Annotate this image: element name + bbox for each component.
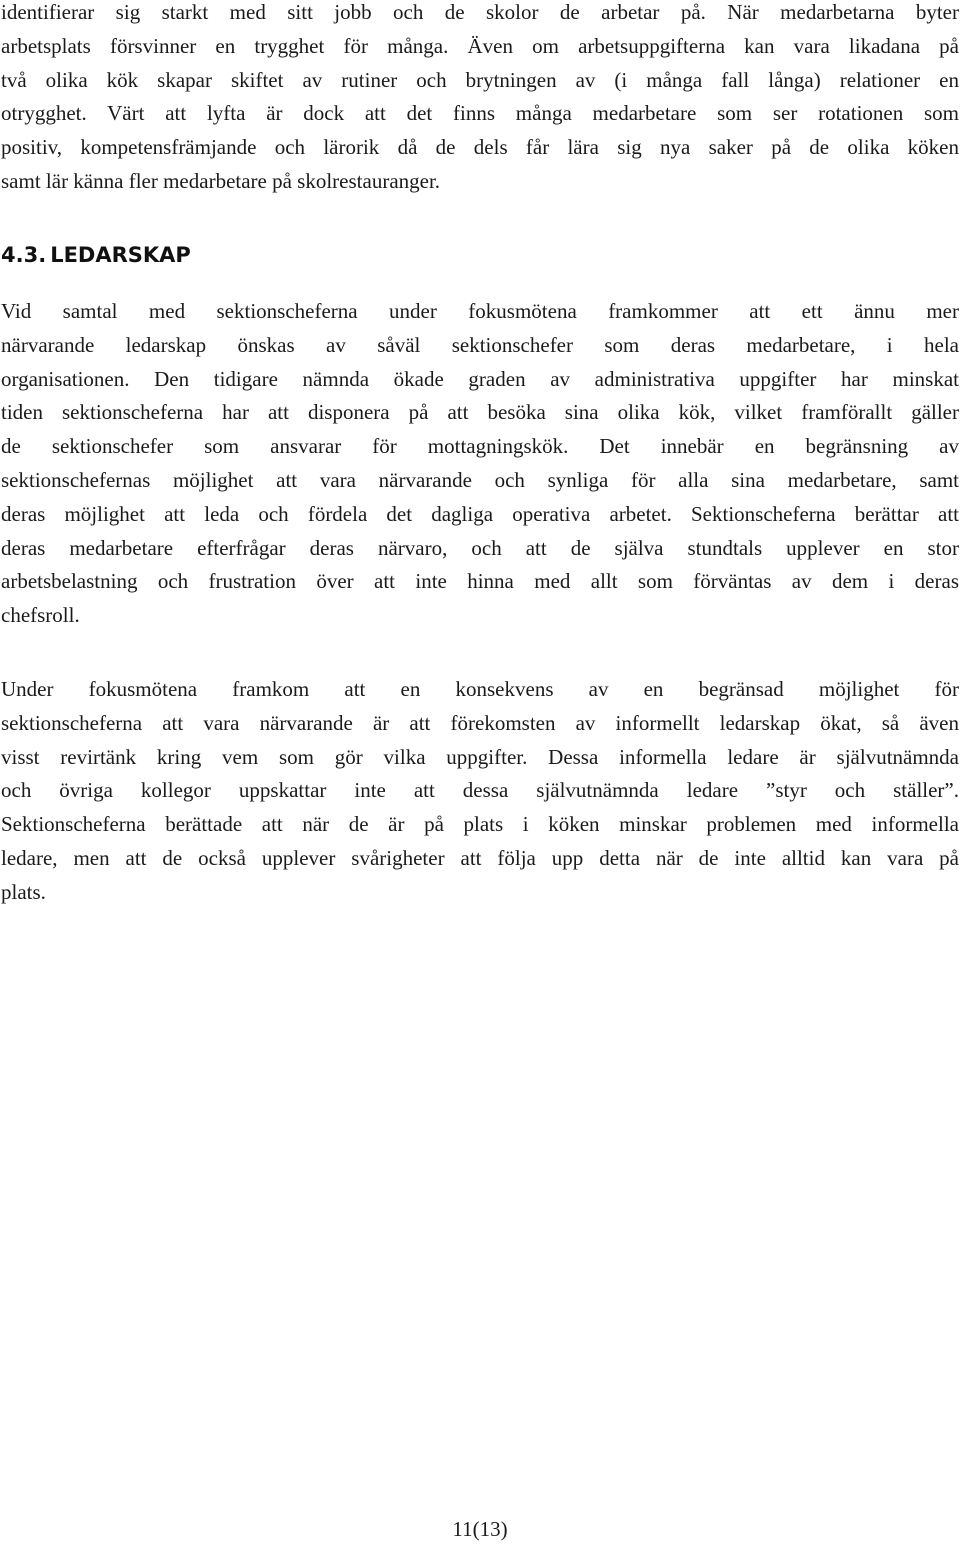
section-heading: [1, 239, 191, 271]
intro-paragraph: [1, 0, 959, 199]
paragraph-line: arbetsbelastning och frustration över att inte hinna med allt som förväntas av dem i deras: [1, 569, 959, 594]
paragraph-line: deras medarbetare efterfrågar deras närvaro, och att de själva stundtals upplever en stor: [1, 535, 959, 560]
paragraph-line: Vid samtal med sektionscheferna under fokusmötena framkommer att ett ännu mer: [1, 299, 959, 323]
paragraph-line: otrygghet. Värt att lyfta är dock att det finns många medarbetare som ser rotationen som: [1, 101, 959, 126]
paragraph-line: organisationen. Den tidigare nämnda ökade graden av administrativa uppgifter har minskat: [1, 366, 959, 391]
paragraph-line: Under fokusmötena framkom att en konsekvens av en begränsad möjlighet för: [1, 677, 959, 701]
section-number: 4.3.: [1, 243, 47, 267]
paragraph-line: positiv, kompetensfrämjande och lärorik då de dels får lära sig nya saker på de olika köken: [1, 135, 959, 160]
paragraph-line: sektionschefernas möjlighet att vara närvarande och synliga för alla sina medarbetare, samt: [1, 467, 959, 492]
leadership-paragraph-1: [1, 295, 959, 633]
section-title: LEDARSKAP: [50, 243, 191, 267]
paragraph-line: visst revirtänk kring vem som gör vilka uppgifter. Dessa informella ledare är självutnämnda: [1, 744, 959, 769]
paragraph-line: deras möjlighet att leda och fördela det dagliga operativa arbetet. Sektionscheferna berättar att: [1, 501, 959, 526]
page-number: 11(13): [452, 1517, 508, 1541]
paragraph-line: samt lär känna fler medarbetare på skolrestauranger.: [1, 168, 441, 193]
paragraph-line: arbetsplats försvinner en trygghet för många. Även om arbetsuppgifterna kan vara likadana på: [1, 33, 959, 58]
paragraph-line: och övriga kollegor uppskattar inte att dessa självutnämnda ledare ”styr och ställer”.: [1, 778, 959, 803]
paragraph-line: Sektionscheferna berättade att när de är på plats i köken minskar problemen med informella: [1, 812, 959, 837]
paragraph-line: de sektionschefer som ansvarar för mottagningskök. Det innebär en begränsning av: [1, 434, 959, 459]
paragraph-line: sektionscheferna att vara närvarande är att förekomsten av informellt ledarskap ökat, så även: [1, 710, 959, 735]
paragraph-line: närvarande ledarskap önskas av såväl sektionschefer som deras medarbetare, i hela: [1, 332, 959, 357]
paragraph-line: plats.: [1, 879, 46, 904]
leadership-paragraph-2: [1, 673, 959, 910]
paragraph-line: chefsroll.: [1, 603, 80, 628]
paragraph-line: ledare, men att de också upplever svårigheter att följa upp detta när de inte alltid kan vara på: [1, 845, 959, 870]
paragraph-line: tiden sektionscheferna har att disponera på att besöka sina olika kök, vilket framförallt gäller: [1, 400, 959, 425]
paragraph-line: två olika kök skapar skiftet av rutiner och brytningen av (i många fall långa) relationer en: [1, 67, 959, 92]
paragraph-line: identifierar sig starkt med sitt jobb och de skolor de arbetar på. När medarbetarna byter: [1, 0, 959, 24]
